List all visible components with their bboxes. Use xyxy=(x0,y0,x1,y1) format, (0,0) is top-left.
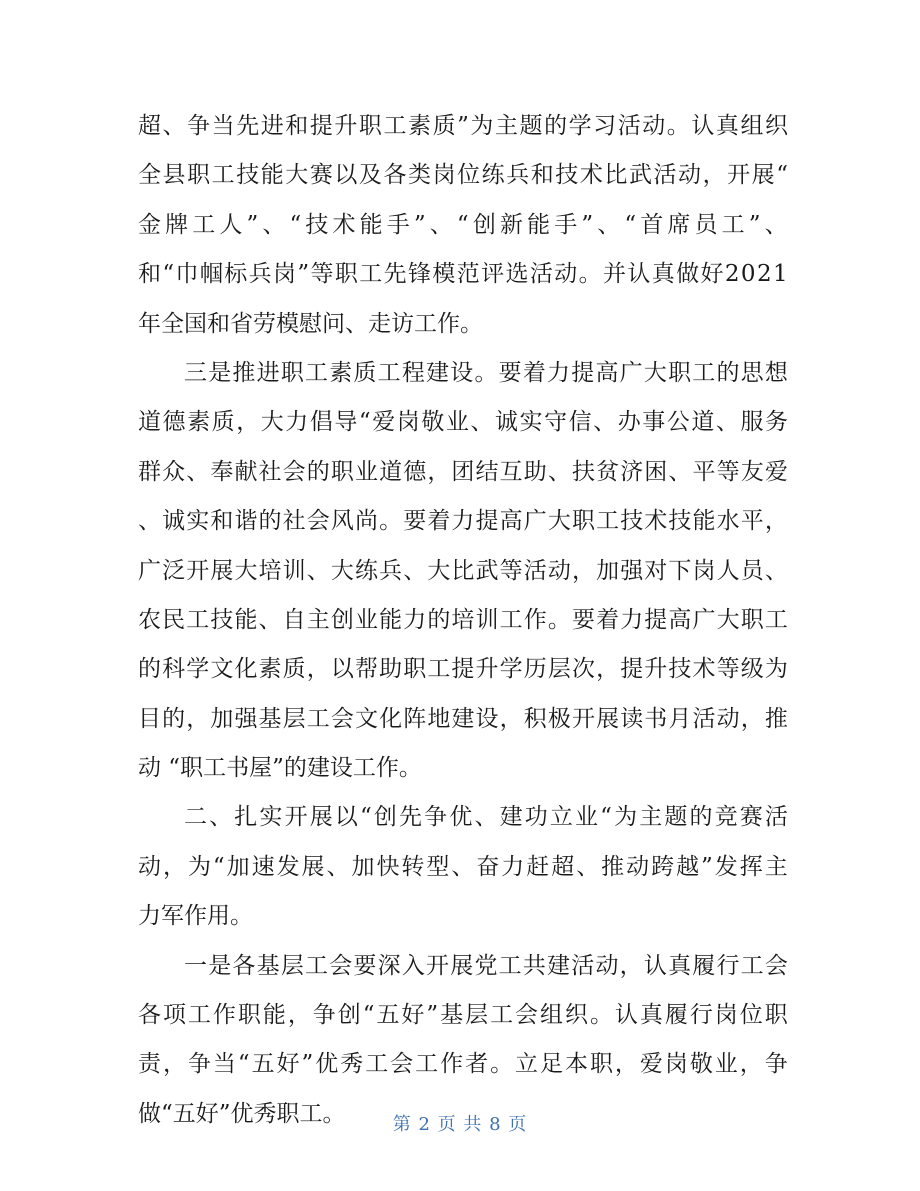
paragraph-line: 年全国和省劳模慰问、走访工作。 xyxy=(138,310,483,337)
paragraph-line: 做“五好”优秀职工。 xyxy=(138,1100,346,1127)
paragraph-line: 群 众 、 奉 献 社 会 的 职 业 道 德 ， 团 结 互 助 、 扶 贫 济 困 、 平 等 友 爱 xyxy=(138,458,788,485)
paragraph-line: 道 德 素 质 ， 大 力 倡 导 “ 爱 岗 敬 业 、 诚 实 守 信 、 办 事 公 道 、 服 务 xyxy=(138,409,788,436)
paragraph-line: 力军作用。 xyxy=(138,903,253,930)
paragraph-line: 目 的 ， 加 强 基 层 工 会 文 化 阵 地 建 设 ， 积 极 开 展 读 书 月 活 动 ， 推 xyxy=(138,705,788,732)
page-number-footer: 第 2 页 共 8 页 xyxy=(392,1114,528,1135)
paragraph-line: 金 牌 工 人 ” 、 “ 技 术 能 手 ” 、 “ 创 新 能 手 ” 、 “ 首 席 员 工 ” 、 xyxy=(138,211,788,238)
paragraph-line: 二 、 扎 实 开 展 以 “ 创 先 争 优 、 建 功 立 业 “ 为 主 题 的 竞 赛 活 xyxy=(184,804,788,831)
paragraph-line: 、 诚 实 和 谐 的 社 会 风 尚 。 要 着 力 提 高 广 大 职 工 技 术 技 能 水 平 ， xyxy=(138,508,788,535)
paragraph-line: 农 民 工 技 能 、 自 主 创 业 能 力 的 培 训 工 作 。 要 着 力 提 高 广 大 职 工 xyxy=(138,606,788,633)
paragraph-line: 全 县 职 工 技 能 大 赛 以 及 各 类 岗 位 练 兵 和 技 术 比 武 活 动 ， 开 展 “ xyxy=(138,162,788,189)
paragraph-line: 广 泛 开 展 大 培 训 、 大 练 兵 、 大 比 武 等 活 动 ， 加 强 对 下 岗 人 员 、 xyxy=(138,557,788,584)
paragraph-line: 动 “职工书屋”的建设工作。 xyxy=(138,755,422,782)
document-body xyxy=(138,102,788,1139)
paragraph-line: 各 项 工 作 职 能 ， 争 创 “ 五 好 ” 基 层 工 会 组 织 。 认 真 履 行 岗 位 职 xyxy=(138,1002,788,1029)
paragraph-line: 和 “ 巾 帼 标 兵 岗 ” 等 职 工 先 锋 模 范 评 选 活 动 。 并 认 真 做 好 2 0 2 1 xyxy=(138,261,788,288)
paragraph-line: 超 、 争 当 先 进 和 提 升 职 工 素 质 ” 为 主 题 的 学 习 活 动 。 认 真 组 织 xyxy=(138,113,788,139)
paragraph-line: 动 ， 为 “ 加 速 发 展 、 加 快 转 型 、 奋 力 赶 超 、 推 动 跨 越 ” 发 挥 主 xyxy=(138,853,788,880)
paragraph-line: 三 是 推 进 职 工 素 质 工 程 建 设 。 要 着 力 提 高 广 大 职 工 的 思 想 xyxy=(184,359,788,386)
paragraph-line: 责 ， 争 当 “ 五 好 ” 优 秀 工 会 工 作 者 。 立 足 本 职 ， 爱 岗 敬 业 ， 争 xyxy=(138,1051,788,1078)
paragraph-line: 一 是 各 基 层 工 会 要 深 入 开 展 党 工 共 建 活 动 ， 认 真 履 行 工 会 xyxy=(184,952,788,979)
paragraph-line: 的 科 学 文 化 素 质 ， 以 帮 助 职 工 提 升 学 历 层 次 ， 提 升 技 术 等 级 为 xyxy=(138,656,788,683)
